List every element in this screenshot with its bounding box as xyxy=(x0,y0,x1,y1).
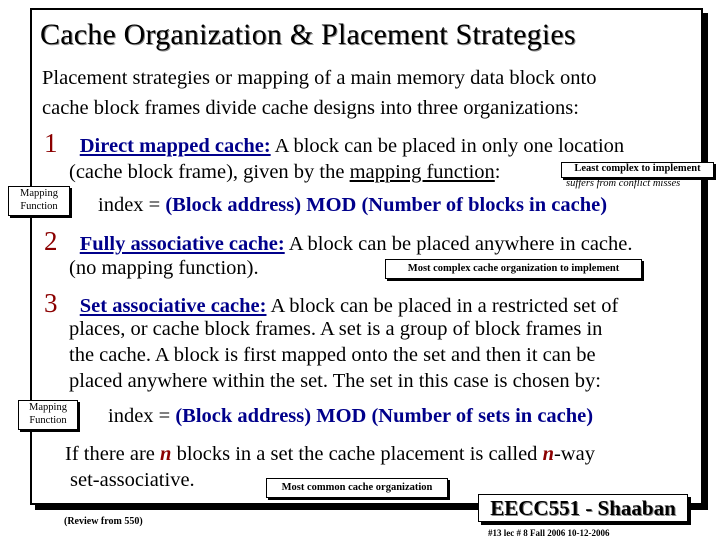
nway-n-var-1: n xyxy=(160,443,172,465)
set-associative-formula-expr: (Block address) MOD (Number of sets in cache) xyxy=(175,405,594,427)
item-2-line-2: (no mapping function). xyxy=(69,257,259,279)
set-associative-link[interactable]: Set associative cache: xyxy=(79,295,267,317)
item-1-line-2-text: (cache block frame), given by the xyxy=(69,161,350,183)
course-badge: EECC551 - Shaaban xyxy=(478,494,688,522)
item-2 xyxy=(44,226,633,257)
conflict-misses-note: suffers from conflict misses xyxy=(566,178,681,189)
direct-mapped-link[interactable]: Direct mapped cache: xyxy=(79,135,271,157)
item-1-line-2 xyxy=(69,161,501,184)
item-3-line-2: places, or cache block frames. A set is a group of block frames in xyxy=(69,318,603,340)
set-associative-formula xyxy=(108,405,593,428)
nway-text-post: -way xyxy=(553,443,595,465)
item-2-number: 2 xyxy=(44,226,58,256)
item-3 xyxy=(44,288,618,319)
nway-text-mid: blocks in a set the cache placement is called xyxy=(171,443,543,465)
nway-line-2: set-associative. xyxy=(70,469,195,491)
item-1-line-2-colon: : xyxy=(494,161,501,183)
nway-line-1 xyxy=(65,443,595,466)
item-2-text: A block can be placed anywhere in cache. xyxy=(284,233,633,255)
intro-line-1: Placement strategies or mapping of a main memory data block onto xyxy=(42,67,597,89)
most-complex-callout: Most complex cache organization to implement xyxy=(385,259,642,279)
mapping-function-box-1 xyxy=(8,186,70,216)
item-1 xyxy=(44,128,624,159)
review-note: (Review from 550) xyxy=(64,516,143,527)
most-common-callout: Most common cache organization xyxy=(266,478,448,498)
mapping-function-box-1-line-2: Function xyxy=(20,201,58,212)
least-complex-callout xyxy=(561,162,714,178)
nway-text-pre: If there are xyxy=(65,443,161,465)
intro-line-2: cache block frames divide cache designs into three organizations: xyxy=(42,97,579,119)
least-complex-text: Least complex to implement xyxy=(574,163,701,174)
mapping-function-link: mapping function xyxy=(349,161,495,183)
item-3-line-4: placed anywhere within the set. The set in this case is chosen by: xyxy=(69,370,601,392)
direct-mapped-formula-index: index = xyxy=(98,194,166,216)
set-associative-formula-index: index = xyxy=(108,405,176,427)
slide-title: Cache Organization & Placement Strategies xyxy=(40,18,576,51)
slide-info: #13 lec # 8 Fall 2006 10-12-2006 xyxy=(488,528,610,538)
item-1-number: 1 xyxy=(44,128,58,158)
nway-n-var-2: n xyxy=(542,443,554,465)
fully-associative-link[interactable]: Fully associative cache: xyxy=(79,233,285,255)
mapping-function-box-2-line-2: Function xyxy=(29,415,67,426)
mapping-function-box-2-line-1: Mapping xyxy=(29,402,67,413)
item-3-text: A block can be placed in a restricted set of xyxy=(266,295,619,317)
direct-mapped-formula-expr: (Block address) MOD (Number of blocks in cache) xyxy=(165,194,608,216)
mapping-function-box-2 xyxy=(18,400,78,430)
item-1-text: A block can be placed in only one location xyxy=(270,135,625,157)
item-3-line-3: the cache. A block is first mapped onto the set and then it can be xyxy=(69,344,596,366)
item-3-number: 3 xyxy=(44,288,58,318)
mapping-function-box-1-line-1: Mapping xyxy=(20,188,58,199)
direct-mapped-formula xyxy=(98,194,607,217)
